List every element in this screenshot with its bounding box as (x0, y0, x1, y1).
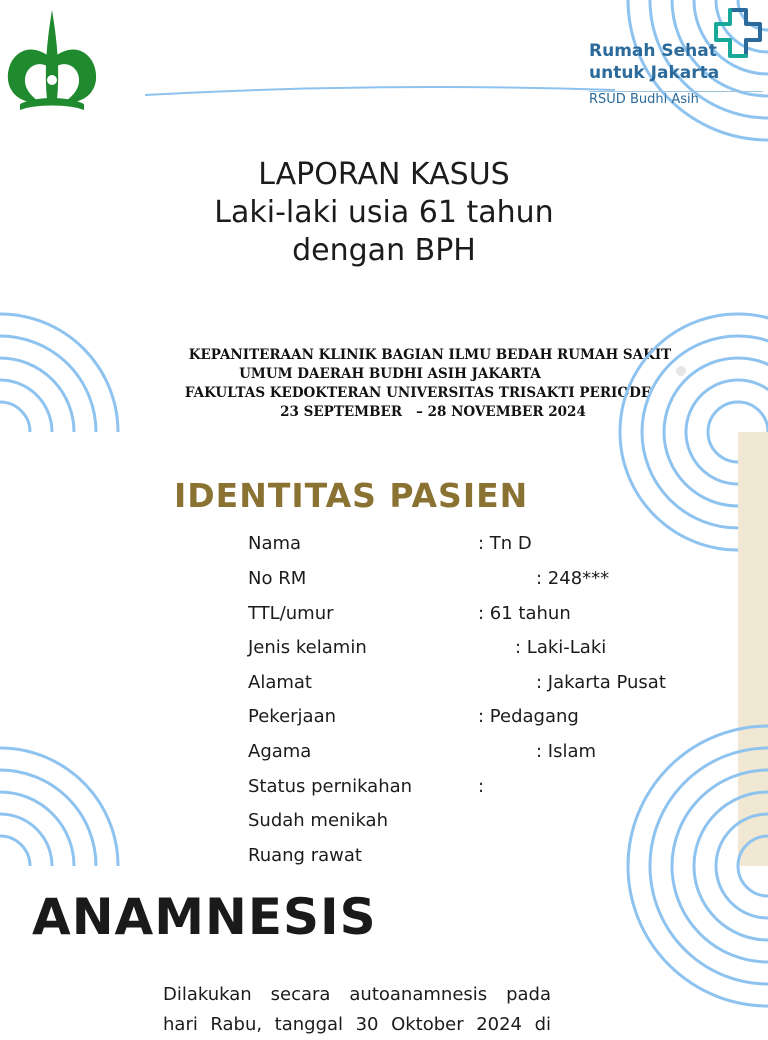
hospital-logo-divider (589, 91, 763, 92)
label-sudah-menikah: Sudah menikah (248, 810, 388, 831)
institution-line-1: KEPANITERAAN KLINIK BAGIAN ILMU BEDAH RUMAH SAKIT (188, 347, 672, 363)
label-ruang-rawat: Ruang rawat (248, 845, 362, 866)
slide-patient-identity (0, 432, 768, 866)
institution-line-3: FAKULTAS KEDOKTERAN UNIVERSITAS TRISAKTI PERIODE (184, 385, 652, 401)
section-title-anamnesis: ANAMNESIS (32, 888, 377, 946)
label-no-rm: No RM (248, 568, 307, 589)
value-no-rm: : 248*** (536, 568, 610, 589)
hospital-logo-line2: untuk Jakarta (589, 63, 720, 83)
label-ttl-umur: TTL/umur (248, 603, 334, 624)
institution-info (150, 346, 710, 422)
section-title-identitas: IDENTITAS PASIEN (174, 476, 529, 515)
value-alamat: : Jakarta Pusat (536, 672, 666, 693)
label-alamat: Alamat (248, 672, 312, 693)
report-title-line-2: Laki-laki usia 61 tahun (214, 195, 554, 230)
slide-title (0, 0, 768, 432)
report-title-line-1: LAPORAN KASUS (258, 157, 510, 192)
label-pekerjaan: Pekerjaan (248, 706, 337, 727)
label-nama: Nama (248, 533, 302, 554)
hospital-logo (589, 40, 719, 108)
label-agama: Agama (248, 741, 312, 762)
value-status-pernikahan: : (478, 776, 485, 797)
anamnesis-paragraph: Dilakukan secara autoanamnesis pada hari Rabu, tanggal 30 Oktober 2024 di (163, 984, 551, 1035)
value-pekerjaan: : Pedagang (478, 706, 579, 727)
value-agama: : Islam (536, 741, 597, 762)
header-swoosh-line (145, 87, 615, 95)
label-status-pernikahan: Status pernikahan (248, 776, 413, 797)
hospital-logo-line3: RSUD Budhi Asih (589, 92, 699, 107)
report-title (134, 156, 634, 270)
trisakti-emblem-icon (8, 10, 96, 110)
beige-side-strip (738, 432, 768, 866)
value-nama: : Tn D (478, 533, 532, 554)
report-title-line-3: dengan BPH (292, 233, 476, 268)
hospital-logo-line1: Rumah Sehat (589, 41, 717, 61)
institution-line-2: UMUM DAERAH BUDHI ASIH JAKARTA (239, 366, 541, 382)
slide-anamnesis (0, 866, 768, 1035)
value-ttl-umur: : 61 tahun (478, 603, 571, 624)
label-jenis-kelamin: Jenis kelamin (248, 637, 367, 658)
value-jenis-kelamin: : Laki-Laki (515, 637, 607, 658)
institution-line-4: 23 SEPTEMBER – 28 NOVEMBER 2024 (280, 404, 586, 420)
